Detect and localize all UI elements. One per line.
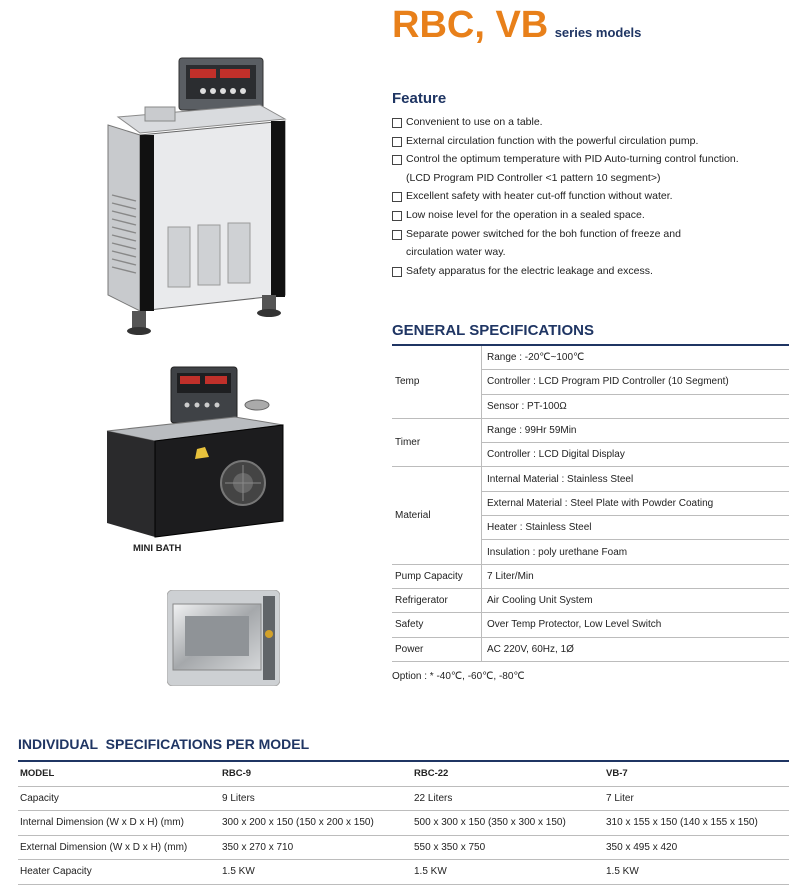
list-item: Convenient to use on a table.	[392, 113, 792, 132]
series-subtitle: series models	[554, 25, 642, 40]
list-item: Safety apparatus for the electric leakage and excess.	[392, 262, 792, 281]
spec-value: External Material : Steel Plate with Powder Coating	[482, 491, 790, 515]
spec-category: Pump Capacity	[392, 564, 482, 588]
table-cell: Capacity	[18, 786, 220, 811]
table-row	[18, 786, 789, 811]
spec-value: Internal Material : Stainless Steel	[482, 467, 790, 491]
feature-heading: Feature	[392, 90, 447, 107]
feature-list	[392, 113, 792, 280]
spec-value: Insulation : poly urethane Foam	[482, 540, 790, 564]
circulator-photo	[100, 55, 290, 337]
bath-interior-photo	[167, 590, 280, 686]
spec-value: AC 220V, 60Hz, 1Ø	[482, 637, 790, 661]
checkbox-icon	[392, 230, 402, 240]
column-header: MODEL	[18, 762, 220, 786]
list-item: Control the optimum temperature with PID Auto-turning control function. (LCD Program PID Controller <1 pattern 10 segment>)	[392, 150, 792, 187]
table-row	[392, 346, 789, 370]
spec-value: Heater : Stainless Steel	[482, 516, 790, 540]
column-header: RBC-22	[412, 762, 604, 786]
table-row	[18, 811, 789, 836]
table-row	[392, 613, 789, 637]
table-cell: 9 Liters	[220, 786, 412, 811]
checkbox-icon	[392, 192, 402, 202]
spec-value: Controller : LCD Program PID Controller (10 Segment)	[482, 370, 790, 394]
general-specs-heading: GENERAL SPECIFICATIONS	[392, 322, 594, 339]
spec-value: Sensor : PT-100Ω	[482, 394, 790, 418]
mini-bath-photo	[105, 365, 285, 541]
option-note: Option : * -40℃, -60℃, -80℃	[392, 671, 525, 682]
individual-specs-heading: INDIVIDUAL SPECIFICATIONS PER MODEL	[18, 736, 310, 752]
page-title	[392, 4, 641, 47]
list-item: Low noise level for the operation in a sealed space.	[392, 206, 792, 225]
table-cell: 350 x 495 x 420	[604, 835, 789, 860]
table-cell: 1.5 KW	[220, 860, 412, 885]
table-row	[18, 860, 789, 885]
table-cell: 500 x 300 x 150 (350 x 300 x 150)	[412, 811, 604, 836]
list-item: Separate power switched for the boh function of freeze and circulation water way.	[392, 225, 792, 262]
spec-value: Over Temp Protector, Low Level Switch	[482, 613, 790, 637]
column-header: VB-7	[604, 762, 789, 786]
table-header-row	[18, 762, 789, 786]
table-cell: Heater Capacity	[18, 860, 220, 885]
spec-value: Air Cooling Unit System	[482, 588, 790, 612]
table-row	[392, 637, 789, 661]
table-cell: Internal Dimension (W x D x H) (mm)	[18, 811, 220, 836]
spec-category: Timer	[392, 418, 482, 467]
spec-category: Safety	[392, 613, 482, 637]
table-row	[392, 588, 789, 612]
spec-value: Controller : LCD Digital Display	[482, 443, 790, 467]
feature-item-continuation: circulation water way.	[406, 246, 506, 259]
spec-value: 7 Liter/Min	[482, 564, 790, 588]
table-cell: 550 x 350 x 750	[412, 835, 604, 860]
checkbox-icon	[392, 155, 402, 165]
table-row	[392, 467, 789, 491]
mini-bath-caption: MINI BATH	[133, 543, 182, 554]
feature-item-continuation: (LCD Program PID Controller <1 pattern 10 segment>)	[406, 171, 661, 184]
table-cell: 22 Liters	[412, 786, 604, 811]
checkbox-icon	[392, 211, 402, 221]
table-cell: 1.5 KW	[412, 860, 604, 885]
column-header: RBC-9	[220, 762, 412, 786]
spec-category: Material	[392, 467, 482, 564]
checkbox-icon	[392, 118, 402, 128]
list-item: External circulation function with the powerful circulation pump.	[392, 132, 792, 151]
spec-category: Refrigerator	[392, 588, 482, 612]
table-row	[392, 564, 789, 588]
table-cell: 350 x 270 x 710	[220, 835, 412, 860]
checkbox-icon	[392, 137, 402, 147]
table-cell: 310 x 155 x 150 (140 x 155 x 150)	[604, 811, 789, 836]
spec-value: Range : -20℃~100℃	[482, 346, 790, 370]
spec-category: Power	[392, 637, 482, 661]
individual-specs-table	[18, 762, 789, 885]
spec-category: Temp	[392, 346, 482, 418]
table-row	[392, 418, 789, 442]
checkbox-icon	[392, 267, 402, 277]
table-cell: 1.5 KW	[604, 860, 789, 885]
general-specs-table	[392, 346, 789, 662]
series-title: RBC, VB	[392, 4, 549, 46]
table-cell: 7 Liter	[604, 786, 789, 811]
list-item: Excellent safety with heater cut-off function without water.	[392, 187, 792, 206]
table-cell: 300 x 200 x 150 (150 x 200 x 150)	[220, 811, 412, 836]
spec-value: Range : 99Hr 59Min	[482, 418, 790, 442]
table-cell: External Dimension (W x D x H) (mm)	[18, 835, 220, 860]
table-row	[18, 835, 789, 860]
